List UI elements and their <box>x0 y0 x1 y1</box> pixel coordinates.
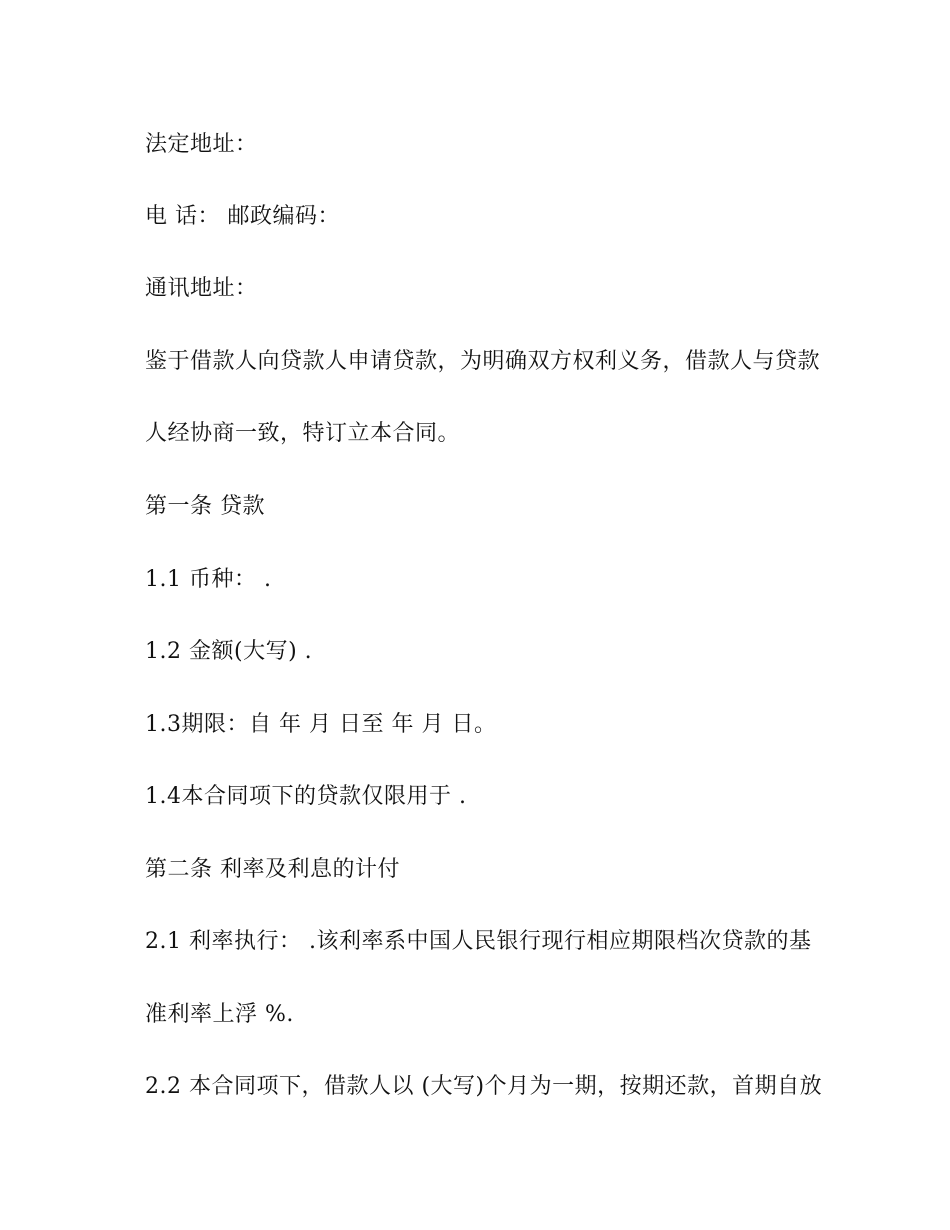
preamble-line-1: 鉴于借款人向贷款人申请贷款，为明确双方权利义务，借款人与贷款 <box>145 349 821 374</box>
mailing-address-label: 通讯地址： <box>145 276 258 301</box>
legal-address-label: 法定地址： <box>145 132 258 157</box>
clause-1-1: 1.1 币种： . <box>145 567 272 592</box>
clause-2-1-line-1: 2.1 利率执行： .该利率系中国人民银行现行相应期限档次贷款的基 <box>145 929 812 954</box>
clause-1-3: 1.3期限：自 年 月 日至 年 月 日。 <box>145 712 497 737</box>
clause-1-2: 1.2 金额(大写) . <box>145 639 313 664</box>
clause-2-1-line-2: 准利率上浮 %. <box>145 1002 294 1027</box>
preamble-line-2: 人经协商一致，特订立本合同。 <box>145 421 461 446</box>
clause-1-4: 1.4本合同项下的贷款仅限用于 . <box>145 784 467 809</box>
phone-postal-code-label: 电 话： 邮政编码： <box>145 204 340 229</box>
clause-2-2-line-1: 2.2 本合同项下，借款人以 (大写)个月为一期，按期还款，首期自放 <box>145 1074 823 1099</box>
article-2-heading: 第二条 利率及利息的计付 <box>145 857 400 882</box>
article-1-heading: 第一条 贷款 <box>145 494 265 519</box>
